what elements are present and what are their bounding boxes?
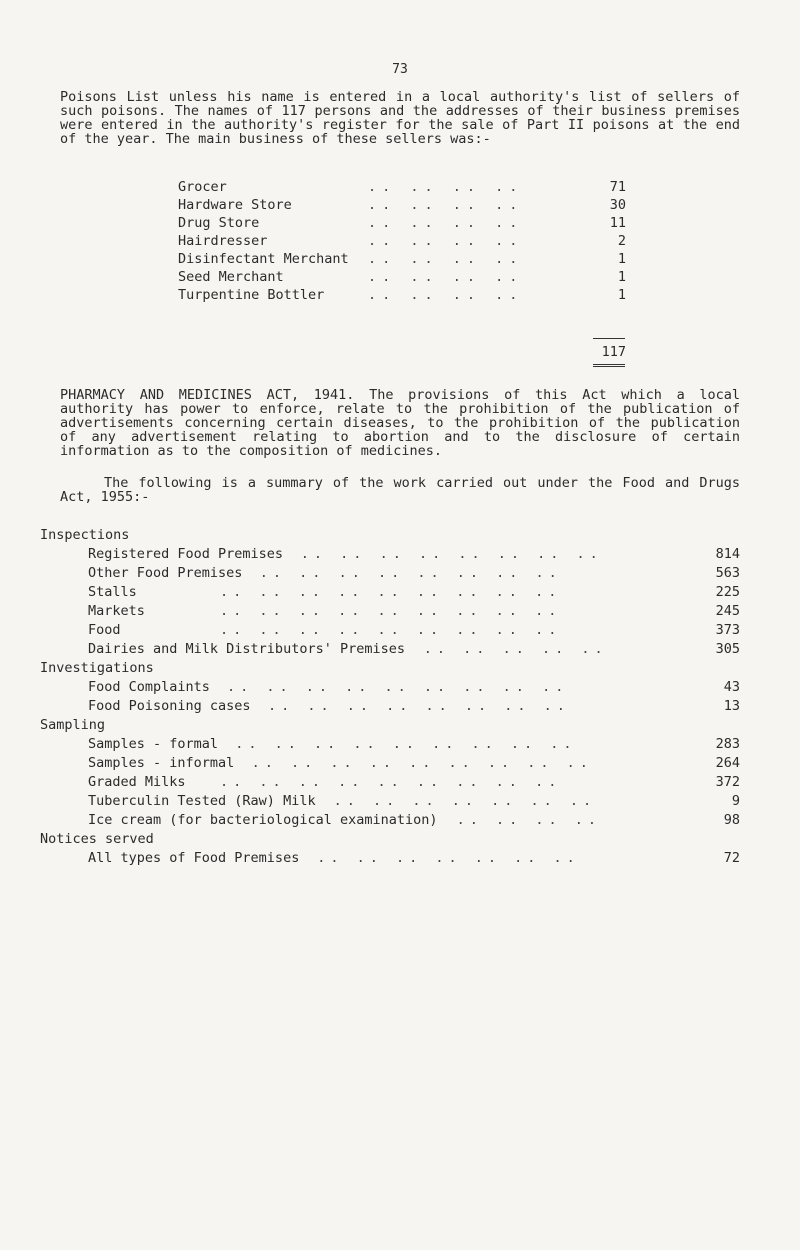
pharmacy-heading: PHARMACY AND MEDICINES ACT, 1941. — [60, 387, 355, 403]
seller-label: Turpentine Bottler — [178, 287, 325, 303]
leader-dots: .. .. .. .. .. .. .. .. .. — [235, 736, 577, 752]
leader-dots: .. .. .. .. — [368, 179, 524, 195]
row-label: Investigations — [40, 660, 154, 676]
leader-dots: .. .. .. .. .. — [423, 641, 608, 657]
table-row — [40, 564, 740, 583]
row-label: Registered Food Premises — [88, 546, 284, 562]
total-double-rule — [593, 364, 625, 367]
leader-dots: .. .. .. .. .. .. .. .. .. — [251, 755, 593, 771]
pharmacy-body: The provisions of this Act which a local authority has power to enforce, relate to the prohibition of the publication of advertisements concerning certain diseases, to the prohibition of the publication of any advertisement relating to abortion and to the disclosure of certain information as to the composition of medicines. — [60, 387, 741, 459]
seller-count: 2 — [617, 233, 626, 249]
seller-count: 1 — [617, 251, 626, 267]
table-row — [40, 545, 740, 564]
leader-dots: .. .. .. .. .. .. .. .. — [259, 565, 562, 581]
seller-label: Grocer — [178, 179, 227, 195]
row-label: Dairies and Milk Distributors' Premises — [88, 641, 405, 657]
table-row — [40, 640, 740, 659]
sellers-list — [178, 178, 638, 304]
row-value: 372 — [715, 774, 740, 790]
seller-row — [178, 286, 638, 304]
table-row — [40, 697, 740, 716]
seller-row — [178, 232, 638, 250]
seller-label: Seed Merchant — [178, 269, 284, 285]
summary-intro-text: The following is a summary of the work carried out under the Food and Drugs Act, 1955:- — [60, 475, 740, 505]
leader-dots: .. .. .. .. — [368, 233, 524, 249]
leader-dots: .. .. .. .. .. .. .. .. .. — [220, 774, 562, 790]
leader-dots: .. .. .. .. .. .. .. .. — [300, 546, 603, 562]
seller-row — [178, 196, 638, 214]
work-summary-table — [40, 526, 740, 868]
row-label: Tuberculin Tested (Raw) Milk — [88, 793, 316, 809]
table-row — [40, 526, 740, 545]
row-label: Stalls — [88, 584, 137, 600]
leader-dots: .. .. .. .. .. .. .. — [317, 850, 580, 866]
table-row — [40, 602, 740, 621]
leader-dots: .. .. .. .. .. .. .. .. — [268, 698, 570, 714]
leader-dots: .. .. .. .. — [368, 269, 524, 285]
seller-row — [178, 268, 638, 286]
table-row — [40, 754, 740, 773]
row-value: 98 — [723, 812, 740, 828]
table-row — [40, 773, 740, 792]
pharmacy-section — [60, 388, 740, 458]
leader-dots: .. .. .. .. .. .. .. — [333, 793, 597, 809]
table-row — [40, 830, 740, 849]
page-number: 73 — [392, 62, 408, 77]
leader-dots: .. .. .. .. .. .. .. .. .. — [220, 603, 562, 619]
seller-count: 1 — [617, 269, 626, 285]
seller-label: Hardware Store — [178, 197, 292, 213]
row-label: All types of Food Premises — [88, 850, 300, 866]
seller-row — [178, 250, 638, 268]
table-row — [40, 659, 740, 678]
seller-count: 30 — [609, 197, 626, 213]
row-value: 283 — [715, 736, 740, 752]
row-value: 305 — [715, 641, 740, 657]
seller-row — [178, 214, 638, 232]
leader-dots: .. .. .. .. .. .. .. .. .. — [220, 584, 562, 600]
row-label: Ice cream (for bacteriological examination) — [88, 812, 438, 828]
leader-dots: .. .. .. .. .. .. .. .. .. — [220, 622, 562, 638]
leader-dots: .. .. .. .. .. .. .. .. .. — [227, 679, 569, 695]
row-value: 225 — [715, 584, 740, 600]
row-label: Other Food Premises — [88, 565, 243, 581]
table-row — [40, 811, 740, 830]
seller-count: 71 — [609, 179, 626, 195]
row-label: Sampling — [40, 717, 106, 733]
table-row — [40, 583, 740, 602]
row-value: 814 — [715, 546, 740, 562]
row-value: 563 — [715, 565, 740, 581]
table-row — [40, 621, 740, 640]
row-label: Food Poisoning cases — [88, 698, 251, 714]
table-row — [40, 735, 740, 754]
seller-count: 1 — [617, 287, 626, 303]
row-label: Graded Milks — [88, 774, 186, 790]
intro-paragraph: Poisons List unless his name is entered in a local authority's list of sellers of such poisons. The names of 117 persons and the addresses of their business premises were entered in the authority's register for the sale of Part II poisons at the end of the year. The main business of these sellers was:- — [60, 89, 740, 147]
row-label: Markets — [88, 603, 145, 619]
row-label: Food Complaints — [88, 679, 210, 695]
row-label: Samples - formal — [88, 736, 219, 752]
leader-dots: .. .. .. .. — [368, 251, 524, 267]
leader-dots: .. .. .. .. — [368, 197, 524, 213]
row-value: 72 — [723, 850, 740, 866]
table-row — [40, 849, 740, 868]
leader-dots: .. .. .. .. — [456, 812, 601, 828]
table-row — [40, 716, 740, 735]
row-value: 245 — [715, 603, 740, 619]
seller-label: Drug Store — [178, 215, 260, 231]
row-value: 264 — [715, 755, 740, 771]
row-label: Notices served — [40, 831, 154, 847]
summary-intro — [60, 476, 740, 504]
row-value: 43 — [723, 679, 740, 695]
seller-label: Disinfectant Merchant — [178, 251, 349, 267]
row-value: 9 — [731, 793, 740, 809]
table-row — [40, 792, 740, 811]
table-row — [40, 678, 740, 697]
leader-dots: .. .. .. .. — [368, 215, 524, 231]
seller-row — [178, 178, 638, 196]
leader-dots: .. .. .. .. — [368, 287, 524, 303]
total-rule — [593, 338, 625, 339]
row-value: 373 — [715, 622, 740, 638]
seller-label: Hairdresser — [178, 233, 268, 249]
row-label: Food — [88, 622, 121, 638]
sellers-total: 117 — [601, 344, 626, 360]
row-value: 13 — [723, 698, 740, 714]
seller-count: 11 — [609, 215, 626, 231]
row-label: Inspections — [40, 527, 130, 543]
row-label: Samples - informal — [88, 755, 235, 771]
